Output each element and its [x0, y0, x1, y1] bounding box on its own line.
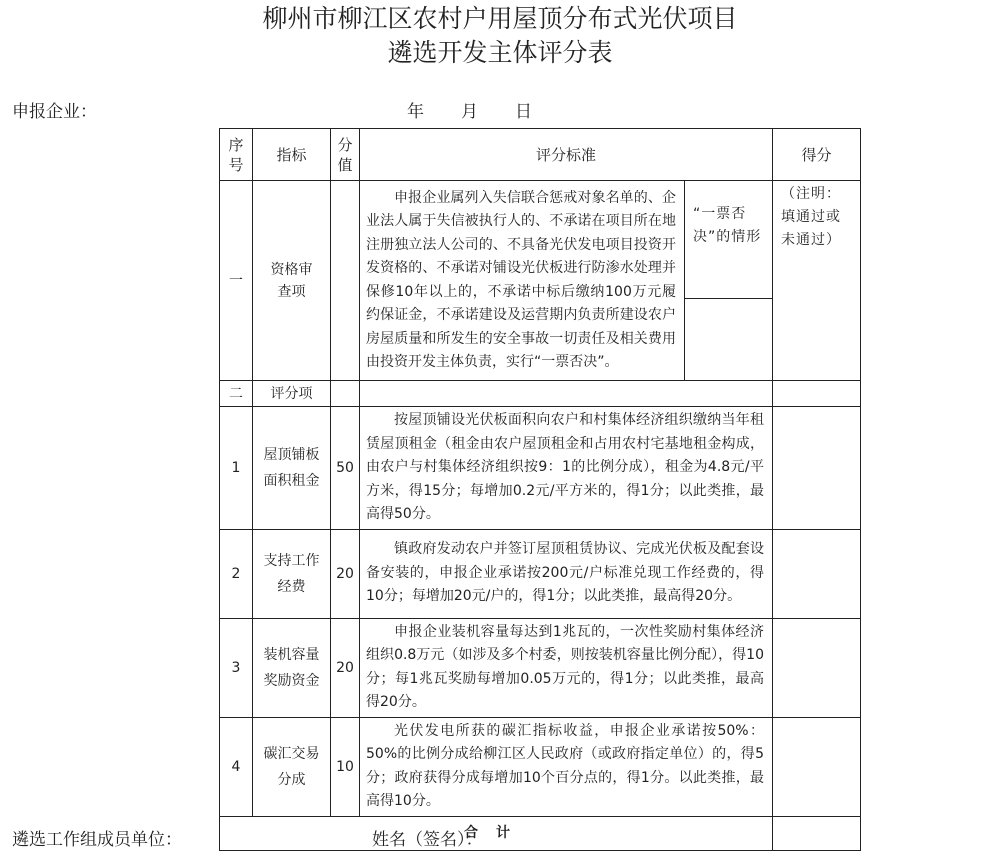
row-criteria: 按屋顶铺设光伏板面积向农户和村集体经济组织缴纳当年租赁屋顶租金（租金由农户屋顶租金和占用农村宅基地租金构成，由农户与村集体经济组织按9：1的比例分成），租金为4.8元/平方米，得15分；每增加0.2元/平方米的，得1分；以此类推，最高得50分。	[360, 407, 773, 530]
signature-label: 姓名（签名）：	[372, 830, 483, 850]
header-points: 分值	[331, 129, 360, 181]
document-subtitle: 遴选开发主体评分表	[387, 38, 613, 67]
row-points: 20	[331, 529, 360, 618]
row-no: 2	[220, 529, 253, 618]
section-points	[331, 381, 360, 407]
row-no: 1	[220, 407, 253, 530]
table-row	[220, 618, 861, 717]
row-indicator: 屋顶铺板面积租金	[253, 407, 331, 530]
member-unit-label: 遴选工作组成员单位：	[12, 830, 182, 850]
qualification-points	[331, 181, 360, 381]
total-label: 合计	[220, 816, 773, 850]
total-row	[220, 816, 861, 850]
section-row	[220, 381, 861, 407]
row-indicator: 装机容量奖励资金	[253, 618, 331, 717]
table-row	[220, 717, 861, 816]
header-criteria: 评分标准	[360, 129, 773, 181]
applicant-label: 申报企业：	[12, 102, 97, 122]
row-score	[773, 717, 861, 816]
row-no: 3	[220, 618, 253, 717]
row-score	[773, 618, 861, 717]
total-score	[773, 816, 861, 850]
scoring-table	[219, 128, 861, 851]
row-no: 4	[220, 717, 253, 816]
table-row	[220, 529, 861, 618]
row-criteria: 镇政府发动农户并签订屋顶租赁协议、完成光伏板及配套设备安装的，申报企业承诺按200元/户标准兑现工作经费的，得10分；每增加20元/户的，得1分；以此类推，最高得20分。	[360, 529, 773, 618]
qualification-indicator: 资格审查项	[253, 181, 331, 381]
date-year: 年	[407, 102, 424, 122]
score-note: （注明：填通过或未通过）	[773, 181, 861, 381]
row-points: 20	[331, 618, 360, 717]
qualification-no: 一	[220, 181, 253, 381]
date-month: 月	[461, 102, 478, 122]
row-score	[773, 529, 861, 618]
header-row	[220, 129, 861, 181]
section-criteria	[360, 381, 773, 407]
veto-blank-cell	[685, 299, 773, 381]
section-score	[773, 381, 861, 407]
header-no: 序号	[220, 129, 253, 181]
row-indicator: 碳汇交易分成	[253, 717, 331, 816]
document-title: 柳州市柳江区农村户用屋顶分布式光伏项目	[262, 4, 738, 33]
row-criteria: 申报企业装机容量每达到1兆瓦的，一次性奖励村集体经济组织0.8万元（如涉及多个村委，则按装机容量比例分配），得10分；每1兆瓦奖励每增加0.05万元的，得1分；以此类推，最高得20分。	[360, 618, 773, 717]
date-line	[407, 101, 532, 123]
veto-note: “一票否决”的情形	[685, 181, 773, 299]
row-indicator: 支持工作经费	[253, 529, 331, 618]
date-day: 日	[515, 102, 532, 122]
qualification-criteria: 申报企业属列入失信联合惩戒对象名单的、企业法人属于失信被执行人的、不承诺在项目所在地注册独立法人公司的、不具备光伏发电项目投资开发资格的、不承诺对铺设光伏板进行防渗水处理并保修10年以上的，不承诺中标后缴纳100万元履约保证金，不承诺建设及运营期内负责所建设农户房屋质量和所发生的安全事故一切责任及相关费用由投资开发主体负责，实行“一票否决”。	[360, 181, 685, 381]
row-points: 50	[331, 407, 360, 530]
header-score: 得分	[773, 129, 861, 181]
row-criteria: 光伏发电所获的碳汇指标收益，申报企业承诺按50%：50%的比例分成给柳江区人民政府（或政府指定单位）的，得5分；政府获得分成每增加10个百分点的，得1分。以此类推，最高得10分。	[360, 717, 773, 816]
header-indicator: 指标	[253, 129, 331, 181]
section-indicator: 评分项	[253, 381, 331, 407]
table-row	[220, 407, 861, 530]
section-no: 二	[220, 381, 253, 407]
row-score	[773, 407, 861, 530]
row-points: 10	[331, 717, 360, 816]
qualification-row-top	[220, 181, 861, 299]
